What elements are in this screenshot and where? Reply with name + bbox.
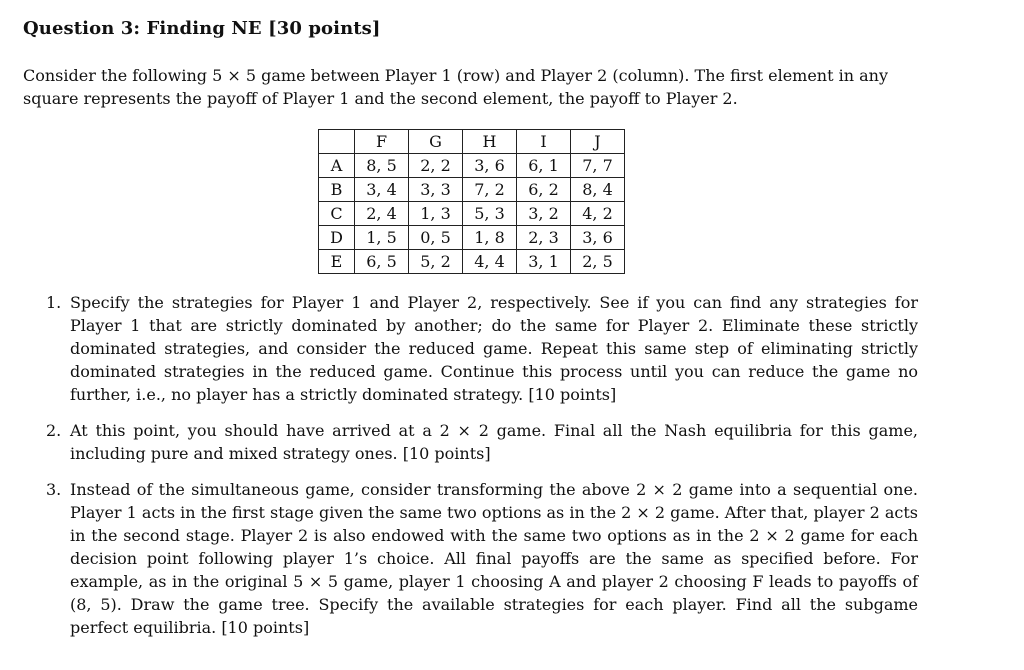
payoff-cell: 0, 5 <box>409 226 463 250</box>
payoff-cell: 2, 5 <box>571 250 625 274</box>
item-text: Specify the strategies for Player 1 and Player 2, respectively. See if you can find any strategies for Player 1 that are strictly dominated by another; do the same for Player 2. Eliminate these strictly dominated strategies, and consider the reduced game. Repeat this same step of eliminating strictly dominated strategies in the reduced game. Continue this process until you can reduce the game no further, i.e., no player has a strictly dominated strategy. [10 points] <box>70 293 918 404</box>
item-number: 1. <box>46 293 62 312</box>
list-item <box>23 291 918 406</box>
payoff-cell: 6, 2 <box>517 178 571 202</box>
payoff-cell: 3, 2 <box>517 202 571 226</box>
payoff-cell: 7, 2 <box>463 178 517 202</box>
table-row <box>319 202 625 226</box>
payoff-cell: 8, 5 <box>355 154 409 178</box>
item-number: 3. <box>46 480 62 499</box>
column-header-f: F <box>355 130 409 154</box>
payoff-cell: 5, 2 <box>409 250 463 274</box>
column-header-h: H <box>463 130 517 154</box>
table-row <box>319 154 625 178</box>
item-number: 2. <box>46 421 62 440</box>
payoff-cell: 5, 3 <box>463 202 517 226</box>
row-header-a: A <box>319 154 355 178</box>
table-row <box>319 250 625 274</box>
payoff-cell: 2, 3 <box>517 226 571 250</box>
item-text: Instead of the simultaneous game, consider transforming the above 2 × 2 game into a sequential one. Player 1 acts in the first stage given the same two options as in the 2 × 2 game. After that, player 2 acts in the second stage. Player 2 is also endowed with the same two options as in the 2 × 2 game for each decision point following player 1’s choice. All final payoffs are the same as specified before. For example, as in the original 5 × 5 game, player 1 choosing A and player 2 choosing F leads to payoffs of (8, 5). Draw the game tree. Specify the available strategies for each player. Find all the subgame perfect equilibria. [10 points] <box>70 480 918 637</box>
payoff-cell: 3, 6 <box>463 154 517 178</box>
intro-paragraph <box>23 64 943 110</box>
payoff-cell: 2, 2 <box>409 154 463 178</box>
payoff-cell: 2, 4 <box>355 202 409 226</box>
payoff-cell: 3, 3 <box>409 178 463 202</box>
payoff-cell: 7, 7 <box>571 154 625 178</box>
row-header-c: C <box>319 202 355 226</box>
list-item <box>23 419 918 465</box>
question-heading: Question 3: Finding NE [30 points] <box>23 18 381 39</box>
column-header-i: I <box>517 130 571 154</box>
payoff-cell: 6, 1 <box>517 154 571 178</box>
row-header-d: D <box>319 226 355 250</box>
row-header-b: B <box>319 178 355 202</box>
payoff-cell: 3, 6 <box>571 226 625 250</box>
payoff-cell: 3, 4 <box>355 178 409 202</box>
row-header-e: E <box>319 250 355 274</box>
payoff-cell: 8, 4 <box>571 178 625 202</box>
payoff-cell: 3, 1 <box>517 250 571 274</box>
payoff-cell: 1, 5 <box>355 226 409 250</box>
intro-text: Consider the following 5 × 5 game between Player 1 (row) and Player 2 (column). The first element in any square represents the payoff of Player 1 and the second element, the payoff to Player 2. <box>23 66 889 108</box>
payoff-matrix <box>318 129 625 274</box>
payoff-cell: 6, 5 <box>355 250 409 274</box>
column-header-g: G <box>409 130 463 154</box>
payoff-cell: 1, 3 <box>409 202 463 226</box>
payoff-cell: 4, 4 <box>463 250 517 274</box>
table-row <box>319 226 625 250</box>
column-header-j: J <box>571 130 625 154</box>
list-item <box>23 478 918 639</box>
question-list <box>23 291 918 652</box>
table-row <box>319 178 625 202</box>
payoff-cell: 4, 2 <box>571 202 625 226</box>
payoff-cell: 1, 8 <box>463 226 517 250</box>
header-row <box>319 130 625 154</box>
corner-cell <box>319 130 355 154</box>
item-text: At this point, you should have arrived at a 2 × 2 game. Final all the Nash equilibria for this game, including pure and mixed strategy ones. [10 points] <box>70 421 918 463</box>
